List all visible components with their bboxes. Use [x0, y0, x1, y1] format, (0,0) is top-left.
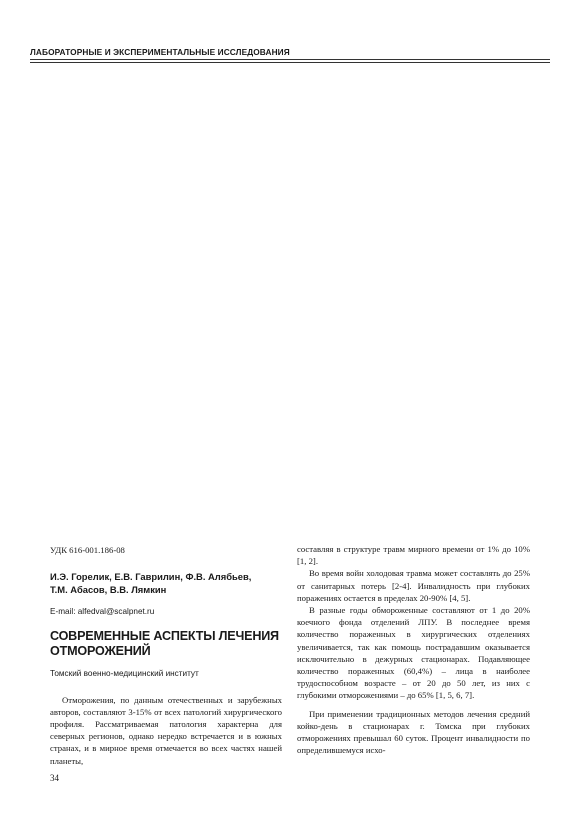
authors-line-1: И.Э. Горелик, Е.В. Гаврилин, Ф.В. Алябьев,	[50, 571, 252, 583]
body-paragraph: В разные годы обмороженные составляют от 1 до 20% коечного фонда отделений ЛПУ. В последнее время количество пораженных в хирургических отделениях увеличивается, так как помощь пострадавшим оказывается исключительно в дежурных стационарах. Подавляющее количество пораженных (60,4%) – лица в наиболее трудоспособном возрасте – от 20 до 50 лет, из них с глубокими отморожениями – до 65% [1, 5, 6, 7].	[297, 605, 530, 701]
running-header: ЛАБОРАТОРНЫЕ И ЭКСПЕРИМЕНТАЛЬНЫЕ ИССЛЕДОВАНИЯ	[30, 47, 290, 57]
body-paragraph: При применении традиционных методов лечения средний койко-день в стационарах г. Томска при глубоких отморожениях превышал 60 суток. Процент инвалидности по определившемуся исхо-	[297, 708, 530, 756]
left-column	[50, 541, 282, 767]
right-column	[297, 543, 530, 756]
header-rule-top	[30, 59, 550, 60]
author-email: E-mail: alfedval@scalpnet.ru	[50, 607, 155, 617]
header-rule-bottom	[30, 62, 550, 63]
page-number: 34	[50, 773, 59, 783]
body-paragraph: составляя в структуре травм мирного времени от 1% до 10% [1, 2].	[297, 544, 530, 567]
authors	[50, 570, 282, 596]
institution: Томский военно-медицинский институт	[50, 669, 199, 679]
udc-code: УДК 616-001.186-08	[50, 545, 125, 555]
authors-line-2: Т.М. Абасов, В.В. Лямкин	[50, 584, 167, 596]
article-title	[50, 629, 282, 659]
article-title-line-1: СОВРЕМЕННЫЕ АСПЕКТЫ ЛЕЧЕНИЯ	[50, 629, 279, 644]
body-paragraph: Во время войн холодовая травма может составлять до 25% от санитарных потерь [2-4]. Инвалидность при глубоких поражениях остается в пределах 20-90% [4, 5].	[297, 568, 530, 603]
article-title-line-2: ОТМОРОЖЕНИЙ	[50, 644, 151, 659]
body-paragraph: Отморожения, по данным отечественных и зарубежных авторов, составляют 3-15% от всех патологий хирургического профиля. Рассматриваемая патология характерна для северных регионов, однако нередко встречается и в южных странах, и в мирное время отмечается во всех частях нашей планеты,	[50, 694, 282, 766]
